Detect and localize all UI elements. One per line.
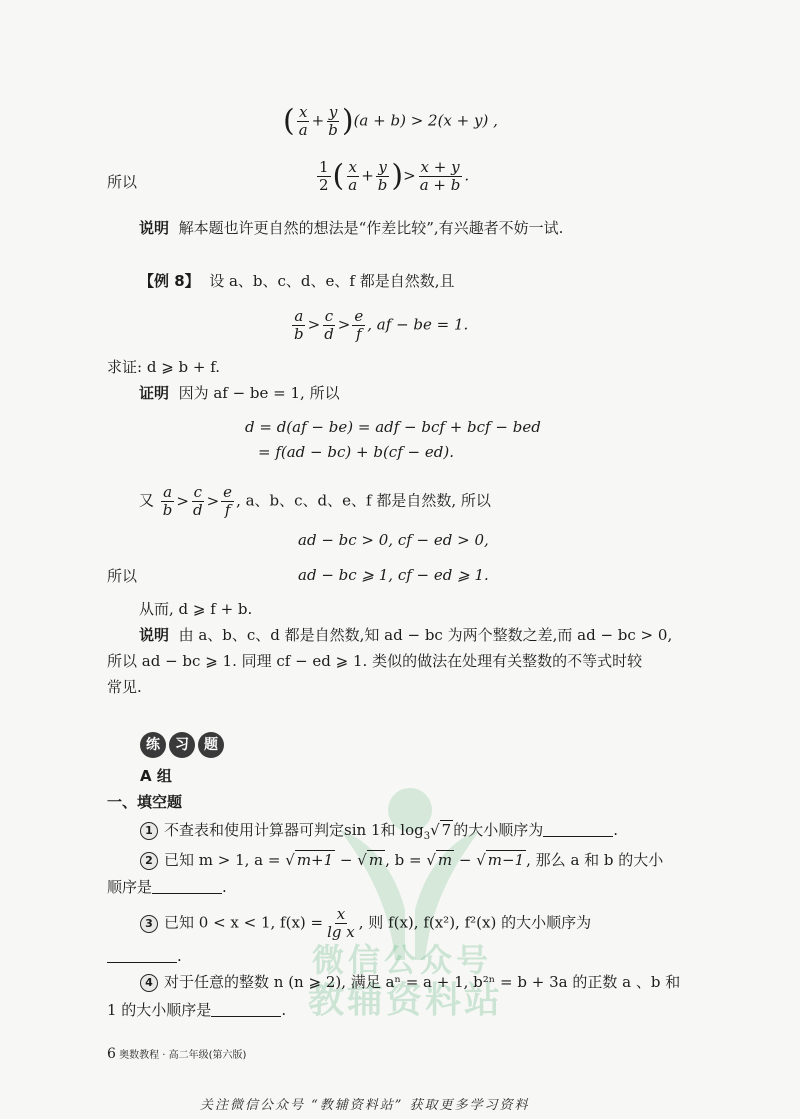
book-title: 奥数教程 · 高二年级(第六版) xyxy=(119,1050,247,1061)
example-8-label: 【例 8】 xyxy=(139,272,200,290)
question-4 xyxy=(140,972,680,992)
proof-label: 证明 xyxy=(139,384,170,402)
note-2-label: 说明 xyxy=(139,626,170,644)
answer-blank-2[interactable] xyxy=(152,879,222,894)
q1-sin-expr: sin 1 xyxy=(344,821,381,839)
question-1: 1 不查表和使用计算器可判定sin 1和 $\log_3√$ 7 的大小顺序为 . xyxy=(140,820,618,847)
page-number: 6 xyxy=(107,1046,116,1062)
question-1-number: 1 xyxy=(140,822,158,840)
question-2-line-2: 顺序是 . xyxy=(107,878,227,896)
question-2: 2 已知 m > 1, a = √ m+1 − √ m , b = √ m − √ m−1 , 那么 a 和 b 的大小 xyxy=(140,850,663,870)
question-3-line-2: . xyxy=(107,946,182,966)
example-8-intro: 设 a、b、c、d、e、f 都是自然数,且 xyxy=(209,272,455,290)
note-2-text-1: 由 a、b、c、d 都是自然数,知 ad − bc 为两个整数之差,而 ad − bc > 0, xyxy=(178,626,673,644)
badge-1: 练 xyxy=(140,732,166,758)
handwritten-promo: 关注微信公众号 “教辅资料站” 获取更多学习资料 xyxy=(200,1098,530,1113)
q1-text-b: 和 xyxy=(380,821,396,839)
group-title: A 组 xyxy=(140,767,172,785)
badge-3: 题 xyxy=(198,732,224,758)
q3-text-b: , 则 f(x), f(x²), f²(x) 的大小顺序为 xyxy=(358,913,592,932)
prove-statement: 求证: d ⩾ b + f. xyxy=(107,358,221,376)
note-2-line-2: 所以 ad − bc ⩾ 1. 同理 cf − ed ⩾ 1. 类似的做法在处理有关整数的不等式时较 xyxy=(107,652,643,670)
badge-2: 习 xyxy=(169,732,195,758)
note-1 xyxy=(139,218,563,238)
question-4-line-2: 1 的大小顺序是 . xyxy=(107,1001,287,1019)
again-tail: , a、b、c、d、e、f 都是自然数, 所以 xyxy=(236,491,491,510)
conclusion: 从而, d ⩾ f + b. xyxy=(139,600,253,618)
so-label-2: 所以 xyxy=(107,567,138,585)
note-2-line-3: 常见. xyxy=(107,678,142,696)
watermark-text-2: 教辅资料站 xyxy=(308,980,504,1021)
q1-text-c: 的大小顺序为 xyxy=(453,821,544,839)
again-prefix: 又 xyxy=(139,491,155,510)
q2-text-d: 顺序是 xyxy=(107,878,153,896)
answer-blank-3[interactable] xyxy=(107,948,177,963)
section-title: 一、填空题 xyxy=(107,793,183,811)
proof-intro-text: 因为 af − be = 1, 所以 xyxy=(178,384,340,402)
proof-eq-2: = f(ad − bc) + b(cf − ed). xyxy=(258,443,454,461)
q4-text-b: 1 的大小顺序是 xyxy=(107,1001,212,1019)
note-2-line-1 xyxy=(139,625,672,645)
note-1-text: 解本题也许更自然的想法是“作差比较”,有兴趣者不妨一试. xyxy=(178,219,564,237)
question-4-number: 4 xyxy=(140,974,158,992)
answer-blank-4[interactable] xyxy=(211,1002,281,1017)
page-footer xyxy=(107,1046,246,1062)
so-label-top: 所以 xyxy=(107,173,138,191)
watermark-text-1: 微信公众号 xyxy=(312,941,493,979)
q2-text-a: 已知 m > 1, a = xyxy=(164,851,281,869)
example-8-condition: $\frac{a}{b}$ > $\frac{c}{d}$ > $\frac{e}{f}$ , af − be = 1. xyxy=(294,307,469,343)
q2-text-c: , 那么 a 和 b 的大小 xyxy=(526,851,664,869)
condition-tail: , af − be = 1. xyxy=(367,315,469,334)
q1-log-expr: $\log_3√$ 7 xyxy=(400,821,452,842)
again-line: 又 $\frac{a}{b}$ > $\frac{c}{d}$ > $\frac{e}{f}$ , a、b、c、d、e、f 都是自然数, 所以 xyxy=(139,483,491,519)
proof-intro xyxy=(139,383,340,403)
formula-top-1: ( $\frac{x}{a}$ + $\frac{y}{b}$ )(a + b) > 2(x + y) , xyxy=(283,103,498,139)
q3-text-a: 已知 0 < x < 1, f(x) = xyxy=(164,913,324,932)
example-8-heading xyxy=(139,271,455,291)
proof-eq-1: d = d(af − be) = adf − bcf + bcf − bed xyxy=(245,418,541,436)
ineq-2: ad − bc ⩾ 1, cf − ed ⩾ 1. xyxy=(298,566,489,584)
question-3-number: 3 xyxy=(140,915,158,933)
note-1-label: 说明 xyxy=(139,219,170,237)
ineq-1: ad − bc > 0, cf − ed > 0, xyxy=(298,531,489,549)
question-2-number: 2 xyxy=(140,852,158,870)
answer-blank-1[interactable] xyxy=(543,822,613,837)
formula-top-2: $\frac{1}{2}$ ( $\frac{x}{a}$ + $\frac{y}{b}$ )> $\frac{x + y}{a + b}$ . xyxy=(319,158,470,194)
exercise-badges xyxy=(140,732,227,758)
q1-text-a: 不查表和使用计算器可判定 xyxy=(164,821,345,839)
question-3: 3 已知 0 < x < 1, f(x) = $\frac{x}{\text{lg x}}$ , 则 f(x), f(x²), f²(x) 的大小顺序为 xyxy=(140,906,591,941)
q2-text-b: , b = xyxy=(385,851,422,869)
q4-text-a: 对于任意的整数 n (n ⩾ 2), 满足 aⁿ = a + 1, b²ⁿ = b + 3a 的正数 a 、b 和 xyxy=(164,973,681,991)
